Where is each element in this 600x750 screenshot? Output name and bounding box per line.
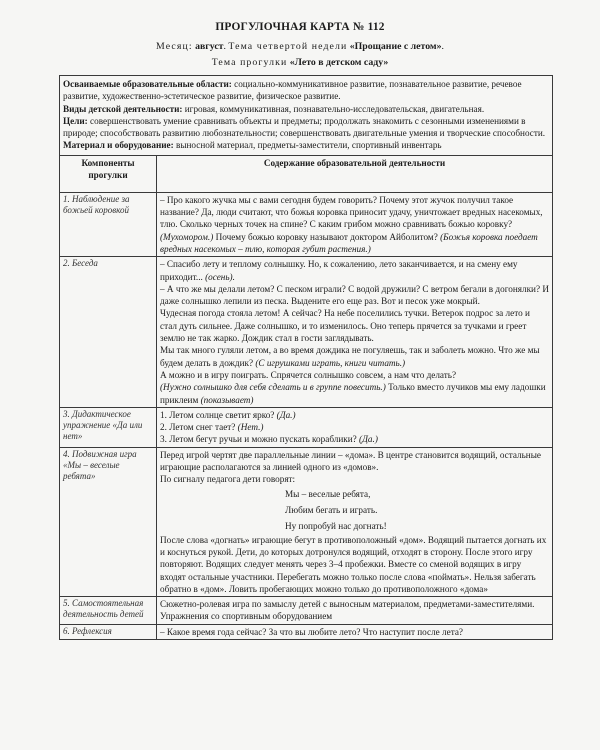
talk-text: Мы так много гуляли летом, а во время дождика не погуляешь, так и заболеть можно. Что же мы будем делать в дождик? xyxy=(160,345,540,368)
talk-remark: (показывает) xyxy=(200,394,254,405)
game-poem xyxy=(160,486,549,534)
page-title: ПРОГУЛОЧНАЯ КАРТА № 112 xyxy=(215,21,385,33)
areas-text: социально-коммуникативное развитие, познавательное развитие, речевое развитие, художественно-эстетическое развитие, физическое развитие. xyxy=(63,79,522,102)
talk-answer: (Нужно солнышко для себя сделать и в группе повесить.) xyxy=(160,382,386,393)
materials-text: выносной материал, предметы-заместители, спортивный инвентарь xyxy=(176,140,442,151)
talk-answer: (осень). xyxy=(205,271,235,282)
question-text: 2. Летом снег тает? xyxy=(160,422,236,433)
row-label: 2. Беседа xyxy=(60,257,157,408)
activities-paragraph xyxy=(63,103,549,115)
quiz-question xyxy=(160,433,549,445)
talk-paragraph xyxy=(160,344,549,369)
talk-paragraph: А можно и в игру поиграть. Спрячется солнышко совсем, а нам что делать? xyxy=(160,369,457,380)
table-row xyxy=(60,407,553,447)
areas-paragraph xyxy=(63,78,549,103)
quiz-question xyxy=(160,409,549,421)
walk-label: Тема прогулки xyxy=(211,57,288,68)
activities-text: игровая, коммуникативная, познавательно-исследовательская, двигательная. xyxy=(184,103,485,114)
game-rules: Перед игрой чертят две параллельные линии – «дома». В центре становится водящий, остальные играющие располагаются за линией одного из «домов». xyxy=(160,449,541,473)
week-label: Тема четвертой недели xyxy=(228,41,348,52)
poem-line: Ну попробуй нас догнать! xyxy=(285,520,387,531)
row-content: Сюжетно-ролевая игра по замыслу детей с выносным материалом, предметами-заместителями. Упражнения со спортивным оборудованием xyxy=(157,597,553,625)
table-row xyxy=(60,447,553,596)
row-label: 4. Подвижная игра «Мы – веселые ребята» xyxy=(60,447,157,596)
row-content xyxy=(157,192,553,256)
month-label: Месяц: xyxy=(156,41,193,52)
question-answer: (Да.) xyxy=(276,409,296,420)
walk-value: «Лето в детском саду» xyxy=(289,57,389,68)
row-label: 3. Дидактическое упражнение «Да или нет» xyxy=(60,407,157,447)
walk-card-table xyxy=(59,75,553,640)
observation-answer: (Мухомором.) xyxy=(160,231,214,242)
row-content xyxy=(157,447,553,596)
goals-label: Цели: xyxy=(63,115,88,126)
poem-line: Мы – веселые ребята, xyxy=(285,488,371,499)
talk-text: – Спасибо лету и теплому солнышку. Но, к сожалению, лето заканчивается, и на смену ему приходит... xyxy=(160,259,518,282)
talk-paragraph: Чудесная погода стояла летом! А сейчас? На небе поселились тучки. Ветерок подрос за лето и стал дуть сильнее. Даже солнышко, и то изменилось. Оно теперь прячется за тучками и греет землю не так жарко. Дождик стал в гости заглядывать. xyxy=(160,308,530,344)
row-content xyxy=(157,257,553,408)
row-label: 6. Рефлексия xyxy=(60,624,157,639)
table-header-row xyxy=(60,155,553,192)
talk-paragraph xyxy=(160,381,549,406)
column-header-content: Содержание образовательной деятельности xyxy=(157,155,553,192)
month-value: август xyxy=(195,41,224,52)
observation-text: – Про какого жучка мы с вами сегодня будем говорить? Почему этот жучок получил такое название? Да, люди считают, что божья коровка приносит удачу, уничтожает вредных насекомых, тлю. Сколько черных точек на спине? С каким грибом можно сравнивать божью коровку? xyxy=(160,194,543,230)
column-header-components: Компоненты прогулки xyxy=(60,155,157,192)
question-answer: (Да.) xyxy=(359,434,378,445)
goals-text: совершенствовать умение сравнивать объекты и предметы; продолжать знакомить с сезонными изменениями в природе; способствовать развитию любознательности; совершенствовать двигательные умения и творческие способности. xyxy=(63,115,546,139)
question-answer: (Нет.) xyxy=(237,422,264,433)
row-content: – Какое время года сейчас? За что вы любите лето? Что наступит после лета? xyxy=(157,624,553,639)
observation-text-2: Почему божью коровку называют доктором Айболитом? xyxy=(215,231,438,242)
row-content xyxy=(157,407,553,447)
intro-block xyxy=(60,76,553,156)
table-row xyxy=(60,257,553,408)
goals-paragraph xyxy=(63,115,549,140)
game-signal: По сигналу педагога дети говорят: xyxy=(160,474,296,485)
observation-answer-2: (Божья коровка поедает вредных насекомых – тлю, которая губит растения.) xyxy=(160,231,538,254)
table-row xyxy=(60,597,553,625)
areas-label: Осваиваемые образовательные области: xyxy=(63,79,232,89)
poem-line: Любим бегать и играть. xyxy=(285,504,378,515)
talk-paragraph xyxy=(160,258,549,283)
game-description: После слова «догнать» играющие бегут в противоположный «дом». Водящий пытается догнать их и коснуться рукой. Дети, до которых дотронулся водящий, отходят в сторону. После этого игру повторяют. Водящих следует менять через 3–4 пробежки. Вместе со сменой водящих в игру входят остальные участники. Перебегать можно только после слова «поймать». Нельзя забегать обратно в «дом». Ловить пробегающих можно только до противоположного «дома» xyxy=(160,534,547,594)
activities-label: Виды детской деятельности: xyxy=(63,103,183,114)
talk-answer: (С игрушками играть, книги читать.) xyxy=(255,357,406,368)
subtitle-walk-theme xyxy=(0,57,600,68)
quiz-question xyxy=(160,421,549,433)
row-label: 1. Наблюдение за божьей коровкой xyxy=(60,192,157,256)
question-text: 1. Летом солнце светит ярко? xyxy=(160,409,275,420)
table-row xyxy=(60,192,553,256)
talk-paragraph: – А что же мы делали летом? С песком играли? С водой дружили? С ветром бегали в догонялки? И даже солнышко лепили из песка. Выдените его еще раз. Вот и песок уже мокрый. xyxy=(160,283,549,307)
week-value: «Прощание с летом» xyxy=(349,41,442,52)
row-label: 5. Самостоятельная деятельность детей xyxy=(60,597,157,625)
question-text: 3. Летом бегут ручьи и можно пускать кораблики? xyxy=(160,434,357,445)
talk-text: Только вместо лучиков мы ему ладошки приклеим xyxy=(160,382,546,405)
materials-label: Материал и оборудование: xyxy=(63,140,174,151)
table-row xyxy=(60,624,553,639)
subtitle-month-week: Месяц: август. Тема четвертой недели «Прощание с летом». xyxy=(156,41,444,52)
materials-paragraph xyxy=(63,139,549,151)
